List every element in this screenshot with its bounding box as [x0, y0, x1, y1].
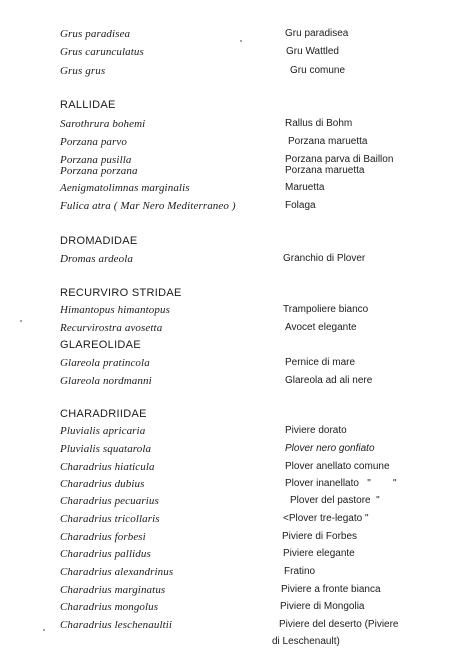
scientific-name: Charadrius hiaticula — [60, 461, 155, 473]
common-name: Gru comune — [290, 65, 346, 76]
scientific-name: Porzana pusilla — [60, 154, 132, 166]
family-name: DROMADIDAE — [60, 235, 138, 247]
scientific-name: Charadrius pecuarius — [60, 495, 159, 507]
scientific-name: Sarothrura bohemi — [60, 118, 146, 130]
scientific-name: Charadrius marginatus — [60, 584, 166, 596]
common-name: Maruetta — [285, 182, 325, 193]
common-name: Piviere a fronte bianca — [281, 584, 381, 595]
scientific-name: Pluvialis squatarola — [60, 443, 152, 455]
common-name: Gru Wattled — [286, 46, 339, 57]
common-name: Glareola ad ali nere — [285, 375, 373, 386]
common-name: Piviere dorato — [285, 425, 347, 436]
family-name: RECURVIRO STRIDAE — [60, 287, 182, 299]
common-name: Rallus di Bohm — [285, 118, 353, 129]
scientific-name: Fulica atra ( Mar Nero Mediterraneo ) — [60, 200, 236, 212]
common-name: Gru paradisea — [285, 28, 349, 39]
common-name: di Leschenault) — [272, 636, 340, 647]
scientific-name: Charadrius mongolus — [60, 601, 159, 613]
scientific-name: Grus grus — [60, 65, 106, 77]
scientific-name: Charadrius leschenaultii — [60, 619, 173, 631]
common-name: Plover inanellato " " — [285, 478, 397, 489]
scientific-name: Porzana porzana — [60, 165, 138, 177]
scientific-name: Himantopus himantopus — [60, 304, 170, 316]
common-name: Plover del pastore " — [290, 495, 380, 506]
family-name: CHARADRIIDAE — [60, 408, 147, 420]
common-name: Avocet elegante — [285, 322, 357, 333]
scientific-name: Glareola pratincola — [60, 357, 150, 369]
common-name: Porzana maruetta — [285, 165, 365, 176]
scan-speck — [20, 320, 22, 322]
scientific-name: Charadrius tricollaris — [60, 513, 160, 525]
common-name: Fratino — [284, 566, 316, 577]
scan-speck — [240, 40, 242, 42]
scientific-name: Glareola nordmanni — [60, 375, 152, 387]
scientific-name: Charadrius forbesi — [60, 531, 146, 543]
scientific-name: Charadrius alexandrinus — [60, 566, 174, 578]
scientific-name: Porzana parvo — [60, 136, 127, 148]
common-name: Granchio di Plover — [283, 253, 366, 264]
scientific-name: Grus carunculatus — [60, 46, 144, 58]
common-name: Piviere di Forbes — [282, 531, 358, 542]
scan-speck — [43, 629, 45, 631]
scientific-name: Charadrius pallidus — [60, 548, 151, 560]
common-name: Piviere del deserto (Piviere — [279, 619, 399, 630]
scientific-name: Dromas ardeola — [60, 253, 134, 265]
common-name: Plover nero gonfiato — [285, 443, 375, 454]
family-name: GLAREOLIDAE — [60, 339, 141, 351]
family-name: RALLIDAE — [60, 99, 116, 111]
common-name: Folaga — [285, 200, 316, 211]
common-name: Trampoliere bianco — [283, 304, 369, 315]
common-name: Plover anellato comune — [285, 461, 390, 472]
common-name: Piviere elegante — [283, 548, 355, 559]
common-name: Pernice di mare — [285, 357, 356, 368]
common-name: <Plover tre-legato " — [283, 513, 369, 524]
common-name: Piviere di Mongolia — [280, 601, 365, 612]
scientific-name: Grus paradisea — [60, 28, 131, 40]
scientific-name: Aenigmatolimnas marginalis — [60, 182, 190, 194]
scientific-name: Charadrius dubius — [60, 478, 145, 490]
scientific-name: Pluvialis apricaria — [60, 425, 146, 437]
scientific-name: Recurvirostra avosetta — [60, 322, 163, 334]
common-name: Porzana maruetta — [288, 136, 368, 147]
common-name: Porzana parva di Baillon — [285, 154, 394, 165]
